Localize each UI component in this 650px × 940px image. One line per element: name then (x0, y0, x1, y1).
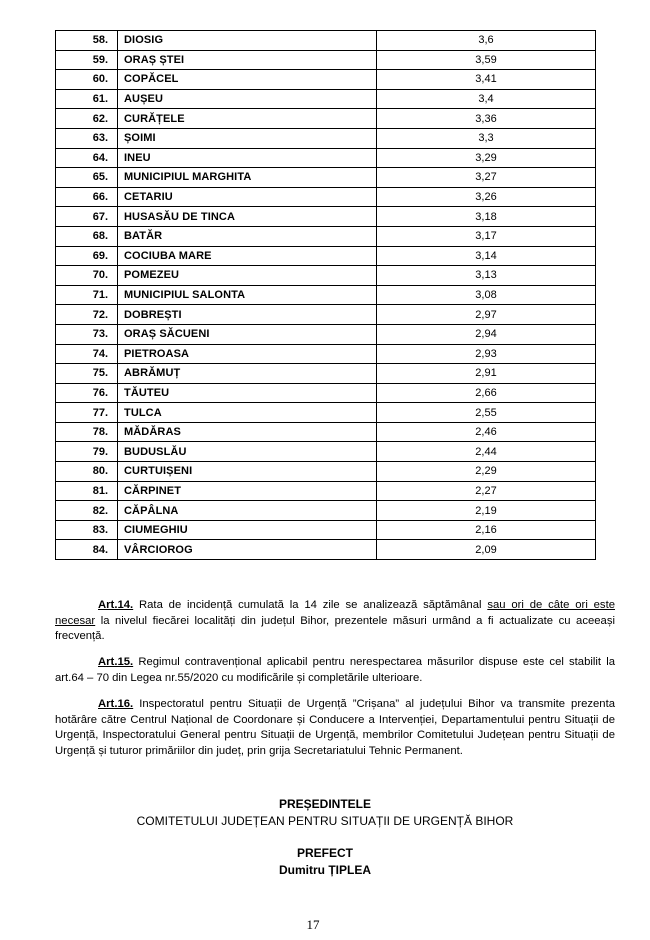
incidence-rate-cell: 2,66 (377, 383, 596, 403)
locality-name-cell: INEU (118, 148, 377, 168)
article-16-label: Art.16. (98, 698, 134, 710)
locality-name-cell: ȘOIMI (118, 128, 377, 148)
row-number-cell: 65. (56, 168, 118, 188)
table-row (56, 148, 596, 168)
incidence-rate-cell: 3,18 (377, 207, 596, 227)
locality-name-cell: CURĂȚELE (118, 109, 377, 129)
locality-name-cell: COCIUBA MARE (118, 246, 377, 266)
table-row (56, 481, 596, 501)
locality-name-cell: COPĂCEL (118, 70, 377, 90)
table-row (56, 540, 596, 560)
locality-name-cell: TULCA (118, 403, 377, 423)
table-row (56, 89, 596, 109)
incidence-rate-cell: 2,55 (377, 403, 596, 423)
row-number-cell: 77. (56, 403, 118, 423)
incidence-rate-cell: 2,19 (377, 501, 596, 521)
table-row (56, 50, 596, 70)
locality-name-cell: CETARIU (118, 187, 377, 207)
signature-title: PREȘEDINTELE (278, 797, 371, 811)
locality-name-cell: ABRĂMUȚ (118, 364, 377, 384)
incidence-rate-cell: 2,91 (377, 364, 596, 384)
incidence-rate-cell: 3,36 (377, 109, 596, 129)
article-15 (55, 655, 615, 686)
incidence-rate-cell: 2,94 (377, 324, 596, 344)
row-number-cell: 59. (56, 50, 118, 70)
table-row (56, 207, 596, 227)
article-15-text: Regimul contravențional aplicabil pentru nerespectarea măsurilor dispuse este cel stabilit la art.64 – 70 din Legea nr.55/2020 cu modificările și completările ulterioare. (55, 656, 615, 684)
incidence-rate-cell: 2,09 (377, 540, 596, 560)
table-row (56, 344, 596, 364)
incidence-rate-cell: 2,46 (377, 422, 596, 442)
incidence-rate-cell: 3,59 (377, 50, 596, 70)
incidence-rate-cell: 2,27 (377, 481, 596, 501)
signature-name: Dumitru ȚIPLEA (279, 863, 371, 877)
incidence-rate-cell: 3,17 (377, 226, 596, 246)
table-row (56, 462, 596, 482)
row-number-cell: 80. (56, 462, 118, 482)
incidence-rate-cell: 3,13 (377, 266, 596, 286)
article-14-label: Art.14. (98, 599, 134, 611)
incidence-rate-cell: 3,29 (377, 148, 596, 168)
row-number-cell: 61. (56, 89, 118, 109)
table-row (56, 109, 596, 129)
locality-name-cell: BUDUSLĂU (118, 442, 377, 462)
row-number-cell: 63. (56, 128, 118, 148)
table-row (56, 520, 596, 540)
incidence-rate-cell: 3,41 (377, 70, 596, 90)
table-row (56, 168, 596, 188)
row-number-cell: 58. (56, 31, 118, 51)
incidence-rate-cell: 3,26 (377, 187, 596, 207)
table-row (56, 187, 596, 207)
table-row (56, 442, 596, 462)
article-14-text-a: Rata de incidență cumulată la 14 zile se analizează săptămânal (133, 599, 488, 611)
article-16 (55, 697, 615, 759)
locality-name-cell: PIETROASA (118, 344, 377, 364)
row-number-cell: 74. (56, 344, 118, 364)
row-number-cell: 72. (56, 305, 118, 325)
article-16-text: Inspectoratul pentru Situații de Urgență ”Crișana” al județului Bihor va transmite prezenta hotărâre către Centrul Național de Coordonare și Conducere a Intervenției, Departamentului pentru Situații de Urgență, Inspectoratului General pentru Situații de Urgență, membrilor Comitetului Județean pentru Situații de Urgență și tuturor primăriilor din județ, prin grija Secretariatului Tehnic Permanent. (55, 698, 615, 757)
table-row (56, 403, 596, 423)
table-row (56, 226, 596, 246)
locality-name-cell: AUȘEU (118, 89, 377, 109)
table-row (56, 246, 596, 266)
signature-role: PREFECT (296, 846, 353, 860)
row-number-cell: 75. (56, 364, 118, 384)
table-row (56, 285, 596, 305)
table-row (56, 422, 596, 442)
locality-name-cell: CĂRPINET (118, 481, 377, 501)
locality-name-cell: DOBREȘTI (118, 305, 377, 325)
locality-name-cell: POMEZEU (118, 266, 377, 286)
incidence-rate-cell: 3,14 (377, 246, 596, 266)
incidence-rate-cell: 3,4 (377, 89, 596, 109)
article-14-text-b: la nivelul fiecărei localități din județul Bihor, prezentele măsuri urmând a fi actualizate cu aceeași frecvență. (55, 614, 615, 642)
row-number-cell: 70. (56, 266, 118, 286)
row-number-cell: 78. (56, 422, 118, 442)
incidence-rate-cell: 3,08 (377, 285, 596, 305)
locality-name-cell: VÂRCIOROG (118, 540, 377, 560)
table-row (56, 364, 596, 384)
row-number-cell: 66. (56, 187, 118, 207)
table-row (56, 70, 596, 90)
row-number-cell: 83. (56, 520, 118, 540)
table-row (56, 31, 596, 51)
row-number-cell: 67. (56, 207, 118, 227)
signature-committee: COMITETULUI JUDEȚEAN PENTRU SITUAȚII DE URGENȚĂ BIHOR (136, 814, 514, 828)
table-row (56, 128, 596, 148)
locality-name-cell: MUNICIPIUL MARGHITA (118, 168, 377, 188)
locality-name-cell: ORAȘ ȘTEI (118, 50, 377, 70)
page-number: 17 (306, 917, 320, 932)
row-number-cell: 76. (56, 383, 118, 403)
table-row (56, 266, 596, 286)
incidence-rate-cell: 3,6 (377, 31, 596, 51)
article-14 (55, 598, 615, 645)
row-number-cell: 64. (56, 148, 118, 168)
locality-name-cell: ORAȘ SĂCUENI (118, 324, 377, 344)
incidence-rate-cell: 3,3 (377, 128, 596, 148)
row-number-cell: 60. (56, 70, 118, 90)
row-number-cell: 71. (56, 285, 118, 305)
table-row (56, 324, 596, 344)
locality-name-cell: HUSASĂU DE TINCA (118, 207, 377, 227)
incidence-rate-cell: 3,27 (377, 168, 596, 188)
locality-name-cell: CIUMEGHIU (118, 520, 377, 540)
incidence-rate-cell: 2,97 (377, 305, 596, 325)
locality-name-cell: MĂDĂRAS (118, 422, 377, 442)
table-row (56, 305, 596, 325)
incidence-rate-cell: 2,93 (377, 344, 596, 364)
locality-name-cell: BATĂR (118, 226, 377, 246)
locality-name-cell: CĂPÂLNA (118, 501, 377, 521)
table-body (56, 31, 596, 560)
localities-incidence-table (55, 30, 596, 560)
article-15-label: Art.15. (98, 656, 134, 668)
row-number-cell: 82. (56, 501, 118, 521)
row-number-cell: 81. (56, 481, 118, 501)
table-row (56, 383, 596, 403)
locality-name-cell: CURTUIȘENI (118, 462, 377, 482)
row-number-cell: 79. (56, 442, 118, 462)
row-number-cell: 62. (56, 109, 118, 129)
locality-name-cell: MUNICIPIUL SALONTA (118, 285, 377, 305)
article-14-text-underlined: sau ori de câte ori este necesar (55, 599, 615, 627)
incidence-rate-cell: 2,44 (377, 442, 596, 462)
row-number-cell: 73. (56, 324, 118, 344)
locality-name-cell: DIOSIG (118, 31, 377, 51)
row-number-cell: 68. (56, 226, 118, 246)
row-number-cell: 84. (56, 540, 118, 560)
incidence-rate-cell: 2,29 (377, 462, 596, 482)
incidence-rate-cell: 2,16 (377, 520, 596, 540)
table-row (56, 501, 596, 521)
row-number-cell: 69. (56, 246, 118, 266)
locality-name-cell: TĂUTEU (118, 383, 377, 403)
